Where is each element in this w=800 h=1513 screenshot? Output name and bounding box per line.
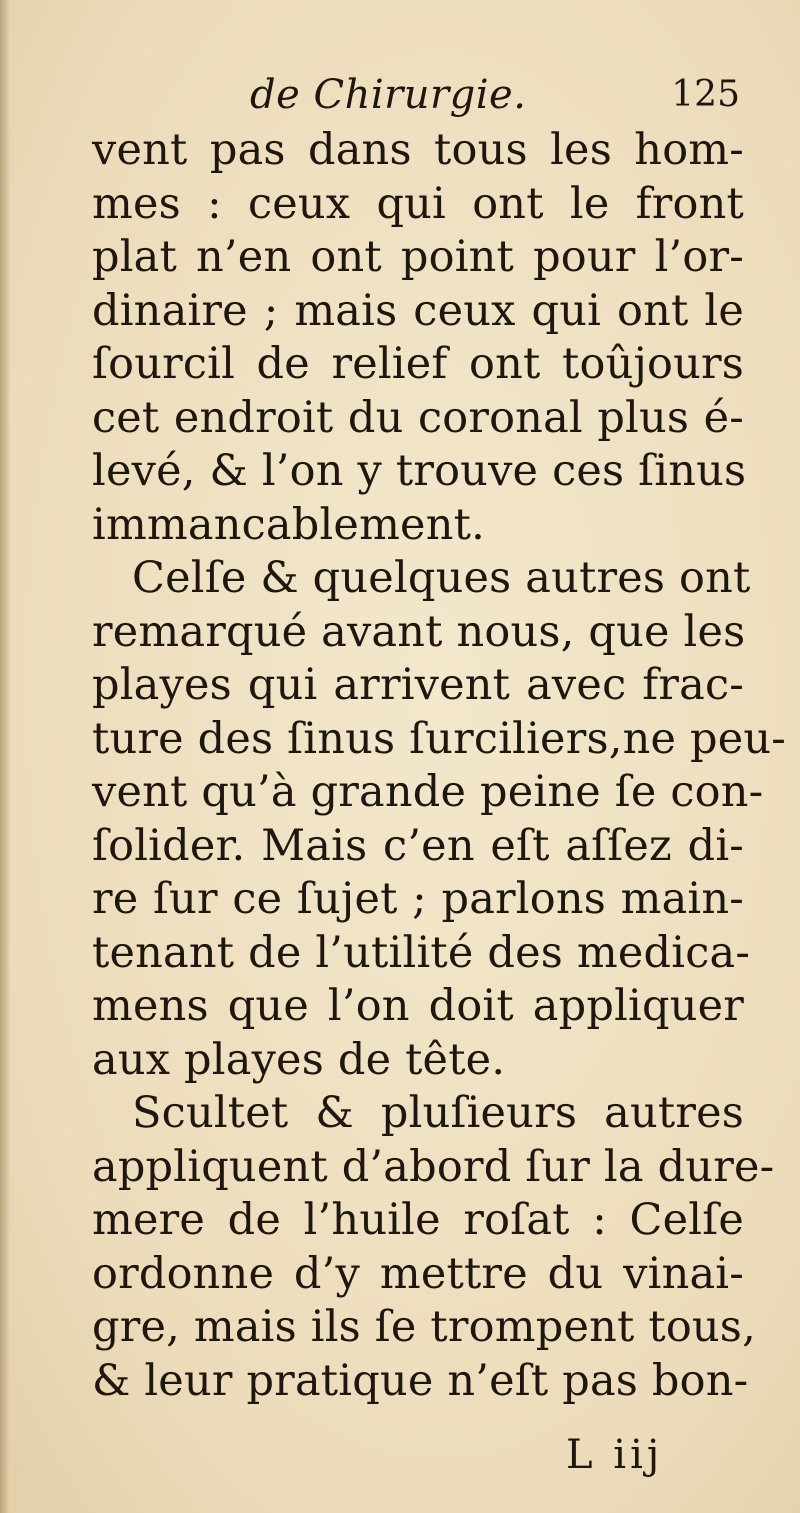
text-line: ture des ſinus ſurciliers,ne peu- — [92, 713, 786, 764]
text-line: re ſur ce ſujet ; parlons main- — [92, 874, 744, 924]
running-title: de Chirurgie. — [250, 72, 527, 118]
text-line: Celſe & quelques autres ont — [132, 553, 751, 603]
text-line: vent pas dans tous les hom- — [92, 125, 744, 175]
text-line: ſolider. Mais c’en eſt aſſez di- — [92, 820, 744, 871]
text-line: remarqué avant nous, que les — [92, 606, 746, 657]
page-header — [250, 72, 740, 122]
text-line: levé, & l’on y trouve ces ſinus — [92, 446, 747, 496]
text-line: ordonne d’y mettre du vinai- — [92, 1248, 744, 1299]
body-text — [92, 124, 786, 1408]
text-line: mes : ceux qui ont le front — [92, 178, 744, 229]
text-line: mens que l’on doit appliquer — [92, 981, 744, 1031]
text-line: aux playes de tête. — [92, 1034, 506, 1085]
text-line: Scultet & pluſieurs autres — [132, 1088, 744, 1138]
text-line: playes qui arrivent avec frac- — [92, 660, 744, 710]
text-line: immancablement. — [92, 499, 485, 550]
text-line: vent qu’à grande peine ſe con- — [92, 767, 764, 817]
text-line: & leur pratique n’eſt pas bon- — [92, 1355, 749, 1406]
signature-mark: L iij — [566, 1432, 664, 1478]
page-gutter — [0, 0, 10, 1513]
text-line: mere de l’huile roſat : Celſe — [92, 1195, 744, 1245]
text-line: appliquent d’abord ſur la dure- — [92, 1141, 775, 1192]
page-number: 125 — [671, 74, 740, 115]
text-line: gre, mais ils ſe trompent tous, — [92, 1302, 756, 1352]
text-line: ſourcil de relief ont toûjours — [92, 339, 744, 389]
text-line: cet endroit du coronal plus é- — [92, 392, 744, 443]
text-line: plat n’en ont point pour l’or- — [92, 232, 744, 282]
text-line: dinaire ; mais ceux qui ont le — [92, 285, 744, 336]
text-line: tenant de l’utilité des medica- — [92, 927, 751, 978]
